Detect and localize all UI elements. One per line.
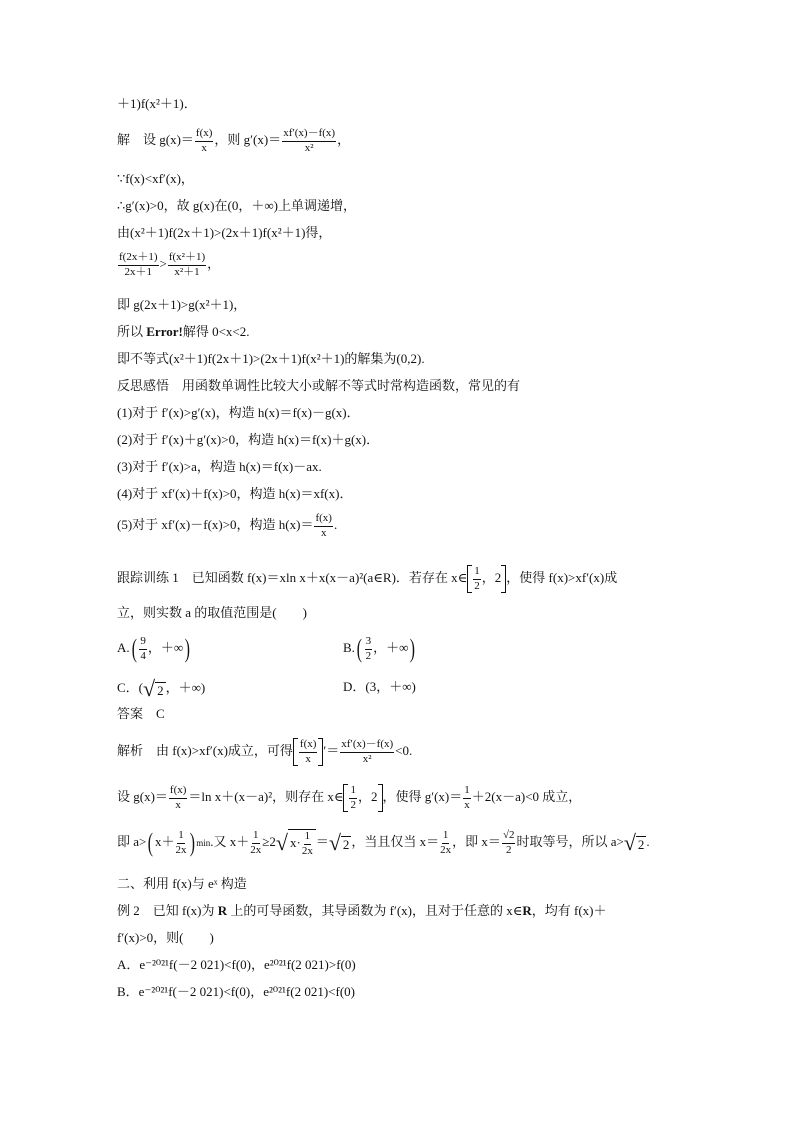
line-text: ，使得 g′(x)＝ (382, 788, 463, 804)
bold-r: R (522, 903, 532, 918)
option-c (117, 678, 205, 700)
numerator: f(x²＋1) (168, 252, 206, 266)
sqrt: √ 2 (328, 830, 350, 856)
paren-left: ( (148, 828, 154, 858)
option-d (343, 680, 416, 693)
fraction (282, 128, 336, 154)
denominator: 2x (440, 843, 452, 856)
option-b (117, 985, 355, 998)
denominator: 2x＋1 (124, 265, 152, 278)
denominator: 2x (250, 843, 262, 856)
radicand: x· (289, 835, 301, 851)
line-text: ∴g′(x)>0，故 g(x)在(0，＋∞)上单调递增， (117, 198, 356, 213)
denominator: x (464, 798, 470, 811)
line-text: A．e⁻²⁰²¹f(－2 021)<f(0)，e²⁰²¹f(2 021)>f(0) (117, 957, 356, 972)
min-subscript: min (196, 838, 211, 849)
line-text: D．(3，＋∞) (343, 679, 416, 694)
bracket-left (343, 784, 348, 812)
line-text: A. (117, 640, 130, 656)
line-text: ，均有 f(x)＋ (531, 903, 607, 918)
line-text: 设 g(x)＝ (117, 788, 168, 804)
text-line (117, 199, 356, 212)
line-text: 解得 0<x<2. (182, 324, 250, 339)
line-text: 时取等号，所以 a> (516, 834, 624, 850)
explanation-line (117, 829, 650, 857)
text-line (117, 226, 331, 239)
text-line (117, 460, 322, 473)
explanation-line (117, 738, 412, 766)
line-text: . (646, 834, 650, 850)
line-text: 二、利用 f(x)与 eˣ 构造 (117, 876, 247, 891)
text-line (117, 172, 194, 185)
fraction (139, 636, 147, 662)
fraction (250, 830, 261, 856)
denominator: 2 (474, 579, 480, 592)
radicand: 2 (157, 682, 164, 698)
error-marker: Error! (146, 324, 183, 339)
numerator: √2 (502, 830, 516, 844)
denominator: 2 (350, 798, 356, 811)
reflection-heading (117, 379, 520, 392)
line-text: ＝ (315, 834, 329, 850)
text-line (117, 606, 307, 619)
numerator: f(x) (299, 739, 318, 753)
fraction (473, 566, 481, 592)
line-text: 答案 C (117, 706, 165, 721)
fraction (169, 785, 188, 811)
line-text: 跟踪训练 1 已知函数 f(x)＝xln x＋x(x－a)²(a∈R)．若存在 x∈ (117, 569, 468, 585)
numerator: xf′(x)－f(x) (340, 739, 394, 753)
line-text: ， (207, 256, 221, 272)
line-text: ≥2 (262, 834, 276, 850)
line-text: ，使得 f(x)>xf′(x)成 (506, 569, 618, 585)
line-text: (3)对于 f′(x)>a，构造 h(x)＝f(x)－ax. (117, 459, 322, 474)
numerator: 1 (252, 830, 260, 844)
denominator: x (305, 752, 311, 765)
line-text: ，则 g′(x)＝ (214, 132, 282, 148)
fraction (176, 830, 187, 856)
line-text: 即 g(2x＋1)>g(x²＋1)， (117, 297, 247, 312)
numerator: 1 (463, 785, 471, 799)
radicand: 2 (637, 836, 645, 852)
bracket-left (467, 565, 472, 593)
option-b (343, 636, 417, 662)
line-text: 反思感悟 用函数单调性比较大小或解不等式时常构造函数，常见的有 (117, 378, 521, 393)
option-a (117, 958, 356, 971)
text-line (117, 352, 425, 365)
fraction (502, 830, 516, 856)
numerator: 1 (442, 830, 450, 844)
line-text: ＝ln x＋(x－a)²，则存在 x∈ (188, 788, 344, 804)
bold-r: R (217, 903, 228, 918)
text-line (117, 513, 337, 539)
paren-left: ( (356, 634, 362, 664)
denominator: x²＋1 (174, 265, 200, 278)
text-line (117, 298, 246, 311)
denominator: x (175, 798, 181, 811)
numerator: f(x) (169, 785, 188, 799)
line-text: ，即 x＝ (452, 834, 501, 850)
line-text: ∵f(x)<xf′(x)， (117, 171, 194, 186)
section-heading (117, 877, 247, 890)
denominator: x² (304, 141, 314, 154)
denominator: x (201, 141, 207, 154)
line-text: .又 x＋ (210, 834, 250, 850)
denominator: 2x (301, 844, 313, 857)
fraction (314, 513, 333, 539)
text-line (117, 97, 197, 110)
fraction (302, 831, 313, 857)
denominator: 2 (505, 843, 512, 856)
line-text: 即不等式(x²＋1)f(2x＋1)>(2x＋1)f(x²＋1)的解集为(0,2). (117, 351, 425, 366)
fraction (118, 252, 159, 278)
line-text: (5)对于 xf′(x)－f(x)>0，构造 h(x)＝ (117, 517, 314, 533)
text-line (117, 406, 360, 419)
fraction (349, 785, 357, 811)
fraction-line (117, 252, 220, 278)
denominator: x (320, 526, 327, 539)
exercise-line (117, 565, 617, 593)
line-text: ，2 (357, 788, 378, 804)
numerator: f(x) (314, 513, 333, 527)
radicand: 2 (342, 836, 350, 852)
sqrt: √ 2 (143, 676, 164, 701)
line-text: 由(x²＋1)f(2x＋1)>(2x＋1)f(x²＋1)得， (117, 225, 332, 240)
line-text: > (159, 256, 167, 272)
fraction (168, 252, 206, 278)
numerator: f(x) (195, 128, 214, 142)
paren-right: ) (410, 634, 416, 664)
denominator: 4 (140, 649, 146, 662)
numerator: 1 (473, 566, 481, 580)
text-line (117, 931, 214, 944)
denominator: x² (362, 752, 372, 765)
denominator: 2 (365, 649, 372, 662)
solution-line (117, 128, 350, 154)
line-text: (4)对于 xf′(x)＋f(x)>0，构造 h(x)＝xf(x)． (117, 486, 353, 501)
text-line (117, 433, 379, 446)
fraction (463, 785, 471, 811)
numerator: xf′(x)－f(x) (282, 128, 336, 142)
sqrt: √ 2 (623, 830, 645, 856)
fraction (195, 128, 214, 154)
line-text: ，＋∞ (373, 640, 409, 656)
line-text: ，＋∞) (165, 679, 206, 695)
line-text: ＋2(x－a)<0 成立， (471, 788, 582, 804)
line-text: . (333, 517, 338, 533)
numerator: 1 (304, 831, 312, 845)
line-text: ′＝ (323, 742, 340, 758)
sqrt: √ x· $\frac{1}{2x}$ (276, 829, 316, 857)
text-line (117, 487, 352, 500)
line-text: B. (343, 640, 355, 656)
line-text: 上的可导函数，其导函数为 f′(x)，且对于任意的 x∈ (230, 903, 523, 918)
option-a (117, 636, 192, 662)
line-text: ，2 (481, 569, 502, 585)
text-line (117, 325, 250, 338)
paren-right: ) (184, 634, 191, 664)
line-text: 即 a> (117, 834, 147, 850)
line-text: 解析 由 f(x)>xf′(x)成立，可得 (117, 742, 293, 758)
numerator: 9 (139, 636, 147, 650)
line-text: ＋1)f(x²＋1)． (117, 96, 197, 111)
line-text: 所以 (117, 324, 144, 339)
bracket-left (293, 738, 298, 766)
paren-left: ( (131, 634, 137, 664)
line-text: f′(x)>0，则( ) (117, 930, 214, 945)
line-text: B．e⁻²⁰²¹f(－2 021)<f(0)，e²⁰²¹f(2 021)<f(0) (117, 984, 355, 999)
line-text: 解 设 g(x)＝ (117, 132, 194, 148)
fraction (299, 739, 318, 765)
paren-right: ) (189, 828, 195, 858)
line-text: ，当且仅当 x＝ (351, 834, 440, 850)
fraction (365, 636, 373, 662)
line-text: x＋ (155, 834, 175, 850)
numerator: 1 (177, 830, 185, 844)
numerator: 1 (349, 785, 357, 799)
line-text: 例 2 已知 f(x)为 (117, 903, 215, 918)
line-text: <0. (395, 742, 413, 758)
line-text: 立，则实数 a 的取值范围是( ) (117, 605, 307, 620)
line-text: (1)对于 f′(x)>g′(x)，构造 h(x)＝f(x)－g(x)． (117, 405, 360, 420)
answer (117, 707, 165, 720)
line-text: ， (337, 132, 351, 148)
explanation-line (117, 784, 581, 812)
line-text: C．( (117, 679, 144, 695)
line-text: (2)对于 f′(x)＋g′(x)>0，构造 h(x)＝f(x)＋g(x)． (117, 432, 380, 447)
numerator: f(2x＋1) (118, 252, 159, 266)
fraction (340, 739, 394, 765)
line-text: ，＋∞ (147, 640, 184, 656)
denominator: 2x (175, 843, 187, 856)
fraction (440, 830, 451, 856)
example-line (117, 904, 607, 917)
numerator: 3 (365, 636, 373, 650)
